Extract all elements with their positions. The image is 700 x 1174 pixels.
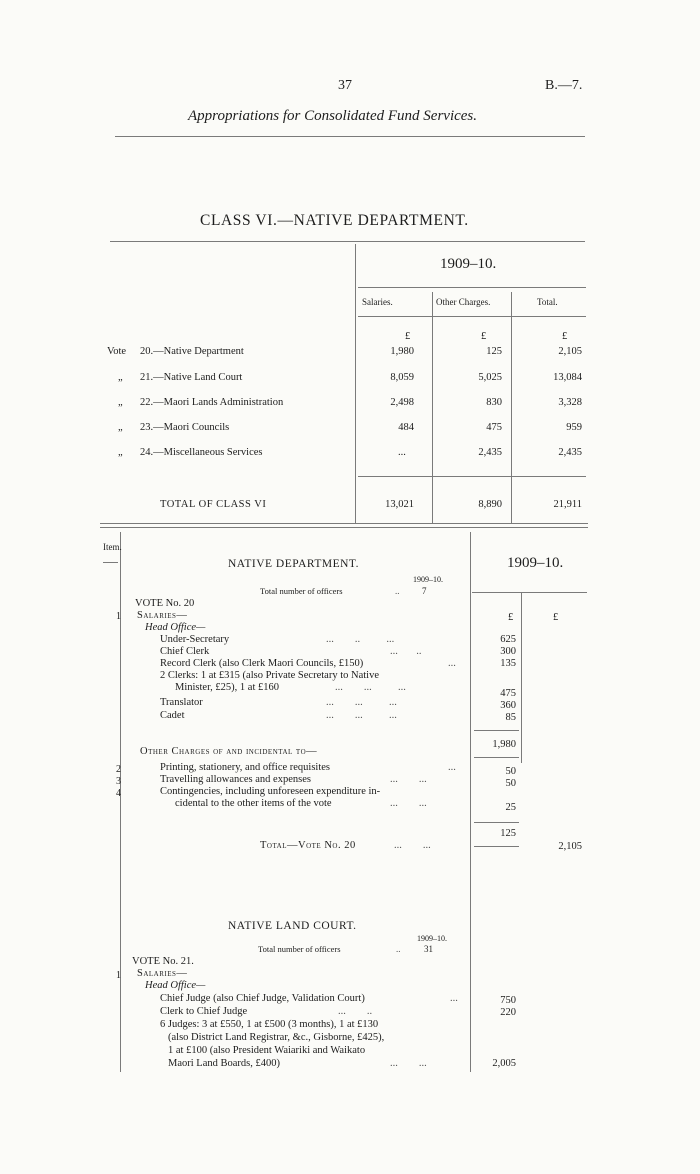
item-number: 3 [116,776,121,787]
vote-label: 24.—Miscellaneous Services [140,447,263,458]
salary-line: Clerk to Chief Judge [160,1006,248,1017]
leader-dots: ... ... ... [326,710,397,721]
officers-label: Total number of officers [260,586,343,596]
salaries-subtotal: 1,980 [492,739,516,750]
salary-amount: 625 [500,634,516,645]
salary-line: Maori Land Boards, £400) [168,1058,280,1069]
officers-year: 1909–10. [413,575,443,584]
charges-subtotal: 125 [500,828,516,839]
total-value: 3,328 [558,397,582,408]
vote-label: 23.—Maori Councils [140,422,230,433]
salaries-value: 2,498 [390,397,414,408]
vote-heading: VOTE No. 21. [132,956,194,967]
leader-dots: ... [450,993,458,1004]
salary-line: Record Clerk (also Clerk Maori Councils, £150) [160,658,364,669]
officers-label: Total number of officers [258,944,341,954]
summary-total-rule [358,476,586,477]
currency-symbol: £ [508,612,514,623]
salaries-value: ... [398,447,406,458]
salary-line: 6 Judges: 3 at £550, 1 at £500 (3 months), 1 at £130 [160,1019,379,1030]
vote-label: 20.—Native Department [140,346,244,357]
salary-line: Chief Clerk [160,646,210,657]
leader-dots: ... ... ... [335,682,406,693]
class-title: CLASS VI.—NATIVE DEPARTMENT. [200,212,469,229]
leader-dots: ... ... [390,774,427,785]
vote-label: 21.—Native Land Court [140,372,243,383]
charge-amount: 50 [505,778,516,789]
salary-line: Minister, £25), 1 at £160 [175,682,279,693]
charge-amount: 25 [505,802,516,813]
item-header: Item. [103,542,122,552]
leader-dots: ... [448,658,456,669]
total-salaries: 13,021 [385,499,414,510]
subtotal-rule [474,846,519,847]
column-header-other-charges: Other Charges. [436,297,491,307]
leader-dots: ... ... [390,798,427,809]
summary-divider [511,292,512,524]
summary-header-rule [358,316,586,317]
total-value: 13,084 [553,372,582,383]
leader-dots: ... ... [390,1058,427,1069]
salary-line: Chief Judge (also Chief Judge, Validation Court) [160,993,365,1004]
currency-symbol: £ [481,331,487,342]
vote-label: 22.—Maori Lands Administration [140,397,284,408]
total-value: 2,435 [558,447,582,458]
vote-total-amount: 2,105 [558,841,582,852]
leader-dots: ... ... [394,840,431,851]
salary-line: 2 Clerks: 1 at £315 (also Private Secretary to Native [160,670,379,681]
salaries-value: 8,059 [390,372,414,383]
vote-heading: VOTE No. 20 [135,598,195,609]
leader-dots: ... [448,762,456,773]
other-charges-value: 5,025 [478,372,502,383]
document-reference: B.—7. [545,78,583,93]
office-label: Head Office— [145,980,206,991]
other-charges-label: Other Charges of and incidental to— [140,746,318,757]
salaries-label: Salaries— [137,968,188,979]
salary-amount: 300 [500,646,516,657]
charge-amount: 50 [505,766,516,777]
charge-line: Printing, stationery, and office requisites [160,762,331,773]
salary-amount: 220 [500,1007,516,1018]
total-other-charges: 8,890 [478,499,502,510]
salary-amount: 2,005 [492,1058,516,1069]
summary-bottom-rule [100,523,588,524]
summary-divider [355,244,356,524]
salary-amount: 475 [500,688,516,699]
subtotal-rule [474,730,519,731]
vote-prefix: Vote [107,346,127,357]
office-label: Head Office— [145,622,206,633]
leader-dots: ... .. [338,1006,373,1017]
item-number: 1 [116,970,121,981]
item-number: 1 [116,611,121,622]
page-title: Appropriations for Consolidated Fund Services. [188,108,478,124]
column-header-total: Total. [537,297,558,307]
salary-amount: 750 [500,995,516,1006]
amount-column-divider [521,593,522,763]
salary-line: (also District Land Registrar, &c., Gisborne, £425), [168,1032,385,1043]
salary-amount: 85 [505,712,516,723]
total-value: 2,105 [558,346,582,357]
summary-top-rule [110,241,585,242]
amount-column-divider [470,532,471,1072]
salary-line: Translator [160,697,203,708]
summary-year: 1909–10. [440,256,497,272]
other-charges-value: 830 [486,397,502,408]
vote-total-label: Total—Vote No. 20 [260,840,356,851]
detail-year-rule [472,592,587,593]
leader-dots: .. [395,586,400,596]
vote-prefix: „ [118,447,123,458]
salary-line: 1 at £100 (also President Waiariki and Waikato [168,1045,366,1056]
subtotal-rule [474,757,519,758]
other-charges-value: 125 [486,346,502,357]
currency-symbol: £ [562,331,568,342]
leader-dots: .. [396,944,401,954]
header-rule [115,136,585,137]
salary-line: Under-Secretary [160,634,230,645]
item-number: 2 [116,764,121,775]
vote-prefix: „ [118,422,123,433]
item-number: 4 [116,788,121,799]
summary-bottom-rule [100,527,588,528]
total-label: TOTAL OF CLASS VI [160,499,267,510]
officers-count: 31 [424,944,433,954]
salaries-label: Salaries— [137,610,188,621]
charge-line: cidental to the other items of the vote [175,798,332,809]
section-title: NATIVE LAND COURT. [228,920,357,932]
page-number: 37 [338,78,352,93]
other-charges-value: 475 [486,422,502,433]
charge-line: Contingencies, including unforeseen expenditure in- [160,786,381,797]
vote-prefix: „ [118,372,123,383]
detail-year: 1909–10. [507,555,564,571]
currency-symbol: £ [553,612,559,623]
section-title: NATIVE DEPARTMENT. [228,558,359,570]
total-grand: 21,911 [553,499,582,510]
salary-amount: 360 [500,700,516,711]
officers-year: 1909–10. [417,934,447,943]
salaries-value: 1,980 [390,346,414,357]
salaries-value: 484 [398,422,414,433]
salary-line: Cadet [160,710,185,721]
summary-year-rule [358,287,586,288]
currency-symbol: £ [405,331,411,342]
officers-count: 7 [422,586,427,596]
leader-dots: ... .. [390,646,422,657]
other-charges-value: 2,435 [478,447,502,458]
leader-dots: ... ... ... [326,697,397,708]
charge-line: Travelling allowances and expenses [160,774,311,785]
salary-amount: 135 [500,658,516,669]
subtotal-rule [474,822,519,823]
item-header-rule [103,562,118,563]
leader-dots: ... .. ... [326,634,395,645]
total-value: 959 [566,422,582,433]
vote-prefix: „ [118,397,123,408]
summary-divider [432,292,433,524]
column-header-salaries: Salaries. [362,297,393,307]
